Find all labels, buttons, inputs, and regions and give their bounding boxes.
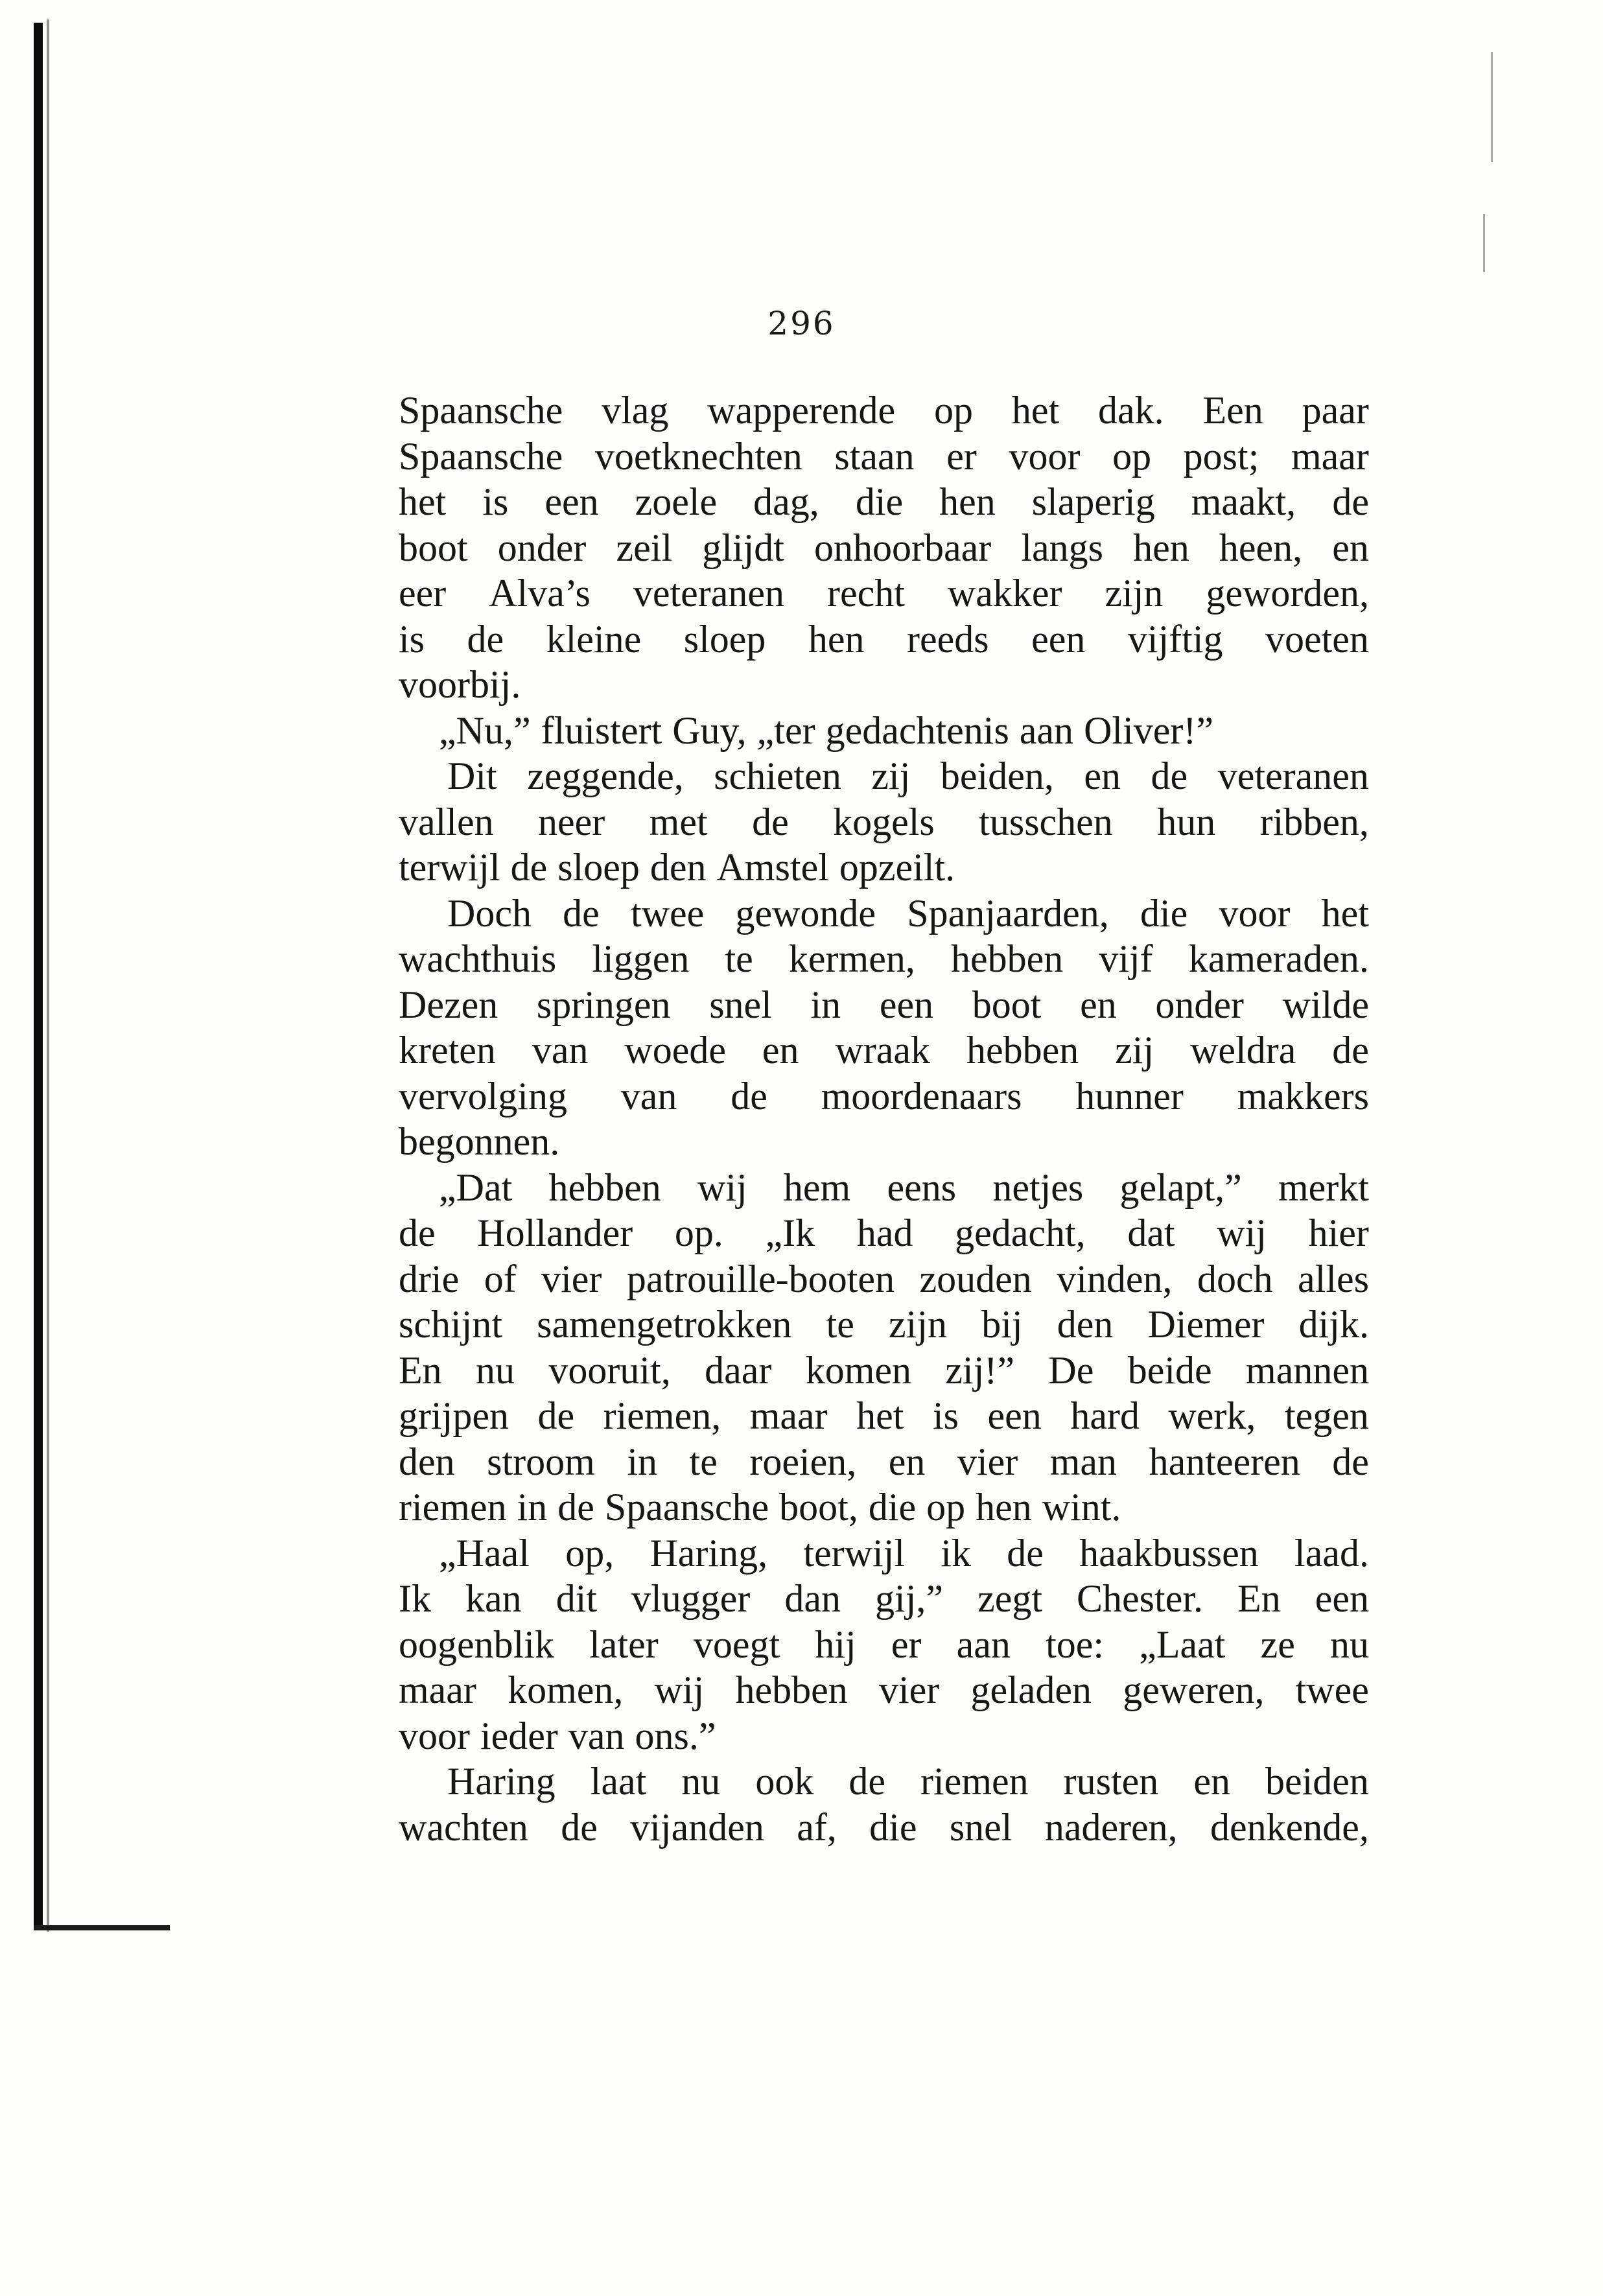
word: hen bbox=[1133, 526, 1189, 569]
word: man bbox=[1049, 1440, 1117, 1483]
word: eer bbox=[399, 572, 447, 615]
word: nu bbox=[681, 1760, 721, 1803]
word: vlag bbox=[602, 389, 669, 432]
word: kreten bbox=[399, 1029, 496, 1072]
word: vijftig bbox=[1127, 617, 1223, 661]
text-line bbox=[399, 1576, 1369, 1622]
word: geworden, bbox=[1206, 572, 1369, 615]
word: daar bbox=[705, 1348, 772, 1392]
word: Een bbox=[1202, 389, 1263, 432]
word: gedachtenis bbox=[825, 709, 1009, 752]
text-line bbox=[399, 1073, 1369, 1119]
word: de bbox=[1007, 1531, 1044, 1575]
word: Dit bbox=[447, 755, 497, 797]
word: is bbox=[482, 480, 509, 523]
word: maakt, bbox=[1191, 480, 1296, 523]
word: van bbox=[568, 1714, 625, 1757]
text-line bbox=[399, 479, 1369, 525]
word: de bbox=[563, 891, 600, 935]
word: er bbox=[891, 1622, 922, 1666]
word: den bbox=[399, 1440, 455, 1483]
word: zeggende, bbox=[527, 755, 684, 797]
word: voeten bbox=[1265, 617, 1369, 661]
word: eens bbox=[887, 1166, 957, 1209]
word: doch bbox=[1197, 1257, 1273, 1300]
word: makkers bbox=[1237, 1074, 1369, 1118]
text-line bbox=[399, 1256, 1369, 1302]
word: of bbox=[484, 1257, 517, 1300]
word: wij bbox=[654, 1669, 705, 1711]
word: gedacht, bbox=[955, 1212, 1086, 1254]
word: de bbox=[537, 1394, 575, 1437]
text-line bbox=[399, 1302, 1369, 1348]
word: ook bbox=[755, 1760, 814, 1803]
word: Spaansche bbox=[399, 434, 563, 478]
word: weldra bbox=[1190, 1029, 1296, 1072]
word: ons.” bbox=[635, 1714, 716, 1757]
word: moordenaars bbox=[821, 1074, 1022, 1118]
word: Dezen bbox=[399, 983, 498, 1026]
word: vinden, bbox=[1057, 1257, 1173, 1300]
word: naderen, bbox=[1044, 1805, 1178, 1849]
word: den bbox=[649, 846, 707, 889]
word: de bbox=[1332, 480, 1369, 523]
text-line bbox=[399, 982, 1369, 1028]
word: „Nu,” bbox=[439, 709, 531, 752]
word: maar bbox=[749, 1394, 828, 1437]
word: den bbox=[1057, 1303, 1114, 1346]
word: staan bbox=[834, 434, 915, 478]
word: bij bbox=[981, 1303, 1023, 1346]
word: wachten bbox=[399, 1805, 528, 1849]
word: de bbox=[752, 800, 789, 843]
word: netjes bbox=[992, 1166, 1084, 1209]
word: Spaansche bbox=[604, 1486, 769, 1529]
word: wint. bbox=[1042, 1486, 1121, 1529]
text-line bbox=[399, 525, 1369, 571]
word: die bbox=[855, 480, 904, 523]
word: zouden bbox=[919, 1257, 1032, 1300]
word: hard bbox=[1070, 1394, 1140, 1437]
word: De bbox=[1048, 1348, 1094, 1392]
word: het bbox=[1321, 891, 1369, 935]
word: hanteeren bbox=[1149, 1440, 1300, 1483]
word: geladen bbox=[970, 1669, 1092, 1711]
word: Hollander bbox=[477, 1212, 633, 1254]
word: „Haal bbox=[439, 1531, 530, 1575]
text-line bbox=[399, 434, 1369, 480]
word: te bbox=[725, 937, 753, 980]
word: voor bbox=[1219, 891, 1291, 935]
word: glijdt bbox=[702, 526, 784, 569]
word: de bbox=[557, 1486, 594, 1529]
word: rusten bbox=[1063, 1760, 1159, 1803]
word: En bbox=[1237, 1577, 1281, 1620]
word: Spaansche bbox=[399, 389, 563, 432]
word: patrouille-booten bbox=[626, 1257, 895, 1300]
word: een bbox=[1031, 617, 1086, 661]
word: „Laat bbox=[1139, 1622, 1226, 1666]
word: beiden bbox=[1265, 1760, 1369, 1803]
word: vervolging bbox=[399, 1074, 567, 1118]
word: veteranen bbox=[633, 572, 785, 615]
word: „ter bbox=[756, 709, 815, 752]
word: ribben, bbox=[1259, 800, 1369, 843]
word: paar bbox=[1302, 389, 1369, 432]
word: ik bbox=[941, 1531, 971, 1575]
text-line bbox=[399, 1165, 1369, 1211]
word: begonnen. bbox=[399, 1120, 560, 1163]
word: dak. bbox=[1098, 389, 1164, 432]
text-line bbox=[399, 936, 1369, 982]
word: vijanden bbox=[630, 1805, 764, 1849]
word: laad. bbox=[1294, 1531, 1369, 1575]
word: dijk. bbox=[1298, 1303, 1369, 1346]
word: Haring bbox=[447, 1760, 556, 1803]
word: zij!” bbox=[945, 1348, 1015, 1392]
word: op bbox=[926, 1486, 966, 1529]
word: voor bbox=[1009, 434, 1081, 478]
word: Amstel bbox=[716, 846, 829, 889]
word: hebben bbox=[548, 1166, 661, 1209]
word: zijn bbox=[889, 1303, 948, 1346]
word: wilde bbox=[1282, 983, 1369, 1026]
text-line bbox=[399, 891, 1369, 937]
word: en bbox=[762, 1029, 799, 1072]
body-text bbox=[399, 388, 1369, 1850]
word: maar bbox=[1291, 434, 1369, 478]
word: liggen bbox=[592, 937, 690, 980]
text-line bbox=[399, 388, 1369, 434]
word: merkt bbox=[1278, 1166, 1369, 1209]
word: toe: bbox=[1046, 1622, 1105, 1666]
text-line bbox=[399, 1622, 1369, 1668]
text-line bbox=[399, 1439, 1369, 1485]
text-line bbox=[399, 1484, 1369, 1530]
text-line bbox=[399, 708, 1369, 754]
text-line bbox=[399, 1393, 1369, 1439]
word: „Ik bbox=[765, 1212, 815, 1254]
text-line bbox=[399, 1759, 1369, 1805]
scan-bottom-edge bbox=[34, 1925, 170, 1930]
word: riemen bbox=[399, 1486, 507, 1529]
word: woede bbox=[624, 1029, 726, 1072]
word: boot, bbox=[779, 1486, 858, 1529]
word: nu bbox=[476, 1348, 515, 1392]
word: neer bbox=[538, 800, 605, 843]
word: maar bbox=[399, 1669, 476, 1711]
word: grijpen bbox=[399, 1394, 509, 1437]
word: Guy, bbox=[672, 709, 747, 752]
word: af, bbox=[797, 1805, 837, 1849]
word: voorbij. bbox=[399, 663, 521, 706]
word: mannen bbox=[1246, 1348, 1369, 1392]
word: zij bbox=[1115, 1029, 1154, 1072]
word: een bbox=[987, 1394, 1042, 1437]
word: Doch bbox=[447, 891, 532, 935]
word: komen bbox=[805, 1348, 912, 1392]
word: heen, bbox=[1219, 526, 1303, 569]
text-line bbox=[399, 1805, 1369, 1851]
word: op. bbox=[674, 1212, 723, 1254]
word: er bbox=[946, 434, 977, 478]
word: zij bbox=[871, 755, 911, 797]
word: hunner bbox=[1075, 1074, 1184, 1118]
word: dan bbox=[784, 1577, 841, 1620]
word: ze bbox=[1260, 1622, 1295, 1666]
word: vijf bbox=[1099, 937, 1153, 980]
word: onder bbox=[1155, 983, 1244, 1026]
text-line bbox=[399, 570, 1369, 616]
word: de bbox=[510, 846, 548, 889]
word: hen bbox=[808, 617, 865, 661]
word: Oliver!” bbox=[1084, 709, 1213, 752]
word: springen bbox=[536, 983, 671, 1026]
word: en bbox=[1084, 755, 1121, 797]
scan-margin-mark bbox=[1483, 214, 1485, 272]
word: geweren, bbox=[1123, 1669, 1265, 1711]
word: wraak bbox=[835, 1029, 931, 1072]
word: sloep bbox=[683, 617, 766, 661]
word: hebben bbox=[735, 1669, 848, 1711]
word: van bbox=[532, 1029, 589, 1072]
word: de bbox=[731, 1074, 767, 1118]
text-line bbox=[399, 1210, 1369, 1256]
word: op, bbox=[565, 1531, 614, 1575]
word: die bbox=[869, 1805, 917, 1849]
word: werk, bbox=[1168, 1394, 1256, 1437]
word: een bbox=[544, 480, 599, 523]
word: de bbox=[467, 617, 504, 661]
word: de bbox=[1332, 1029, 1369, 1072]
word: wij bbox=[697, 1166, 747, 1209]
word: fluistert bbox=[541, 709, 662, 752]
word: hebben bbox=[950, 937, 1064, 980]
word: dag, bbox=[753, 480, 819, 523]
word: tegen bbox=[1284, 1394, 1369, 1437]
word: tusschen bbox=[979, 800, 1113, 843]
word: op bbox=[933, 389, 973, 432]
word: sloep bbox=[557, 846, 640, 889]
word: schieten bbox=[714, 755, 841, 797]
text-line bbox=[399, 753, 1369, 799]
word: snel bbox=[949, 1805, 1012, 1849]
word: kogels bbox=[833, 800, 935, 843]
word: beiden, bbox=[940, 755, 1054, 797]
word: haakbussen bbox=[1079, 1531, 1259, 1575]
word: het bbox=[1011, 389, 1060, 432]
word: later bbox=[589, 1622, 659, 1666]
word: dit bbox=[556, 1577, 598, 1620]
word: vier bbox=[541, 1257, 602, 1300]
word: kleine bbox=[546, 617, 642, 661]
word: voor bbox=[399, 1714, 470, 1757]
word: te bbox=[826, 1303, 854, 1346]
word: snel bbox=[709, 983, 772, 1026]
word: oogenblik bbox=[399, 1622, 554, 1666]
word: en bbox=[888, 1440, 926, 1483]
text-line bbox=[399, 845, 1369, 891]
word: de bbox=[1332, 1440, 1369, 1483]
word: nu bbox=[1330, 1622, 1369, 1666]
text-line bbox=[399, 1027, 1369, 1073]
word: de bbox=[561, 1805, 598, 1849]
word: zeil bbox=[616, 526, 673, 569]
word: vooruit, bbox=[548, 1348, 671, 1392]
text-line bbox=[399, 662, 1369, 708]
word: op bbox=[1112, 434, 1152, 478]
word: voegt bbox=[693, 1622, 780, 1666]
word: aan bbox=[1019, 709, 1074, 752]
text-line bbox=[399, 1530, 1369, 1576]
word: het bbox=[399, 480, 447, 523]
word: gewonde bbox=[735, 891, 876, 935]
word: roeien, bbox=[749, 1440, 857, 1483]
word: veteranen bbox=[1217, 755, 1369, 797]
word: slaperig bbox=[1031, 480, 1155, 523]
word: zoele bbox=[635, 480, 718, 523]
text-line bbox=[399, 1667, 1369, 1713]
word: die bbox=[1140, 891, 1188, 935]
word: is bbox=[399, 617, 425, 661]
word: Diemer bbox=[1147, 1303, 1265, 1346]
word: het bbox=[856, 1394, 904, 1437]
word: boot bbox=[399, 526, 468, 569]
word: „Dat bbox=[439, 1166, 513, 1209]
word: hij bbox=[815, 1622, 856, 1666]
word: Spanjaarden, bbox=[907, 891, 1109, 935]
word: Chester. bbox=[1077, 1577, 1204, 1620]
word: hier bbox=[1308, 1212, 1369, 1254]
scan-margin-mark bbox=[1491, 52, 1493, 162]
word: kameraden. bbox=[1188, 937, 1369, 980]
word: hun bbox=[1157, 800, 1216, 843]
word: de bbox=[399, 1212, 436, 1254]
word: wapperende bbox=[707, 389, 896, 432]
word: komen, bbox=[508, 1669, 624, 1711]
word: wachthuis bbox=[399, 937, 557, 980]
word: twee bbox=[1295, 1669, 1369, 1711]
word: van bbox=[620, 1074, 677, 1118]
word: een bbox=[879, 983, 934, 1026]
word: had bbox=[856, 1212, 913, 1254]
word: Ik bbox=[399, 1577, 431, 1620]
word: recht bbox=[827, 572, 905, 615]
word: is bbox=[933, 1394, 959, 1437]
word: onhoorbaar bbox=[814, 526, 992, 569]
text-line bbox=[399, 1713, 1369, 1759]
word: hen bbox=[939, 480, 996, 523]
word: en bbox=[1080, 983, 1117, 1026]
word: zegt bbox=[977, 1577, 1042, 1620]
word: in bbox=[810, 983, 841, 1026]
text-line bbox=[399, 799, 1369, 845]
word: hem bbox=[783, 1166, 851, 1209]
text-line bbox=[399, 616, 1369, 662]
word: en bbox=[1193, 1760, 1230, 1803]
word: te bbox=[689, 1440, 718, 1483]
word: drie bbox=[399, 1257, 460, 1300]
word: wij bbox=[1217, 1212, 1267, 1254]
word: kermen, bbox=[788, 937, 915, 980]
page-number: 296 bbox=[767, 305, 836, 342]
word: hebben bbox=[966, 1029, 1079, 1072]
word: de bbox=[1151, 755, 1188, 797]
word: aan bbox=[956, 1622, 1011, 1666]
word: terwijl bbox=[803, 1531, 905, 1575]
word: alles bbox=[1298, 1257, 1369, 1300]
word: opzeilt. bbox=[839, 846, 955, 889]
word: en bbox=[1332, 526, 1369, 569]
word: Haring, bbox=[649, 1531, 768, 1575]
word: denkende, bbox=[1210, 1805, 1369, 1849]
word: schijnt bbox=[399, 1303, 502, 1346]
word: riemen, bbox=[603, 1394, 721, 1437]
word: Alva’s bbox=[489, 572, 591, 615]
word: dat bbox=[1127, 1212, 1175, 1254]
word: de bbox=[848, 1760, 885, 1803]
word: langs bbox=[1021, 526, 1104, 569]
word: vlugger bbox=[631, 1577, 751, 1620]
word: ieder bbox=[480, 1714, 558, 1757]
word: kan bbox=[465, 1577, 522, 1620]
word: riemen bbox=[920, 1760, 1029, 1803]
word: in bbox=[517, 1486, 548, 1529]
word: post; bbox=[1183, 434, 1259, 478]
word: onder bbox=[497, 526, 587, 569]
word: zijn bbox=[1105, 572, 1164, 615]
word: reeds bbox=[907, 617, 989, 661]
text-line bbox=[399, 1348, 1369, 1394]
word: hen bbox=[976, 1486, 1032, 1529]
word: terwijl bbox=[399, 846, 500, 889]
word: vier bbox=[957, 1440, 1018, 1483]
word: stroom bbox=[487, 1440, 595, 1483]
word: En bbox=[399, 1348, 442, 1392]
word: gij,” bbox=[875, 1577, 944, 1620]
word: vallen bbox=[399, 800, 494, 843]
word: twee bbox=[630, 891, 705, 935]
word: wakker bbox=[947, 572, 1062, 615]
word: voetknechten bbox=[594, 434, 802, 478]
text-line bbox=[399, 1119, 1369, 1165]
word: in bbox=[627, 1440, 658, 1483]
word: met bbox=[649, 800, 708, 843]
word: die bbox=[868, 1486, 917, 1529]
word: beide bbox=[1127, 1348, 1212, 1392]
word: boot bbox=[972, 983, 1042, 1026]
word: vier bbox=[878, 1669, 940, 1711]
word: gelapt,” bbox=[1119, 1166, 1242, 1209]
word: laat bbox=[590, 1760, 647, 1803]
word: samengetrokken bbox=[537, 1303, 792, 1346]
word: een bbox=[1315, 1577, 1369, 1620]
